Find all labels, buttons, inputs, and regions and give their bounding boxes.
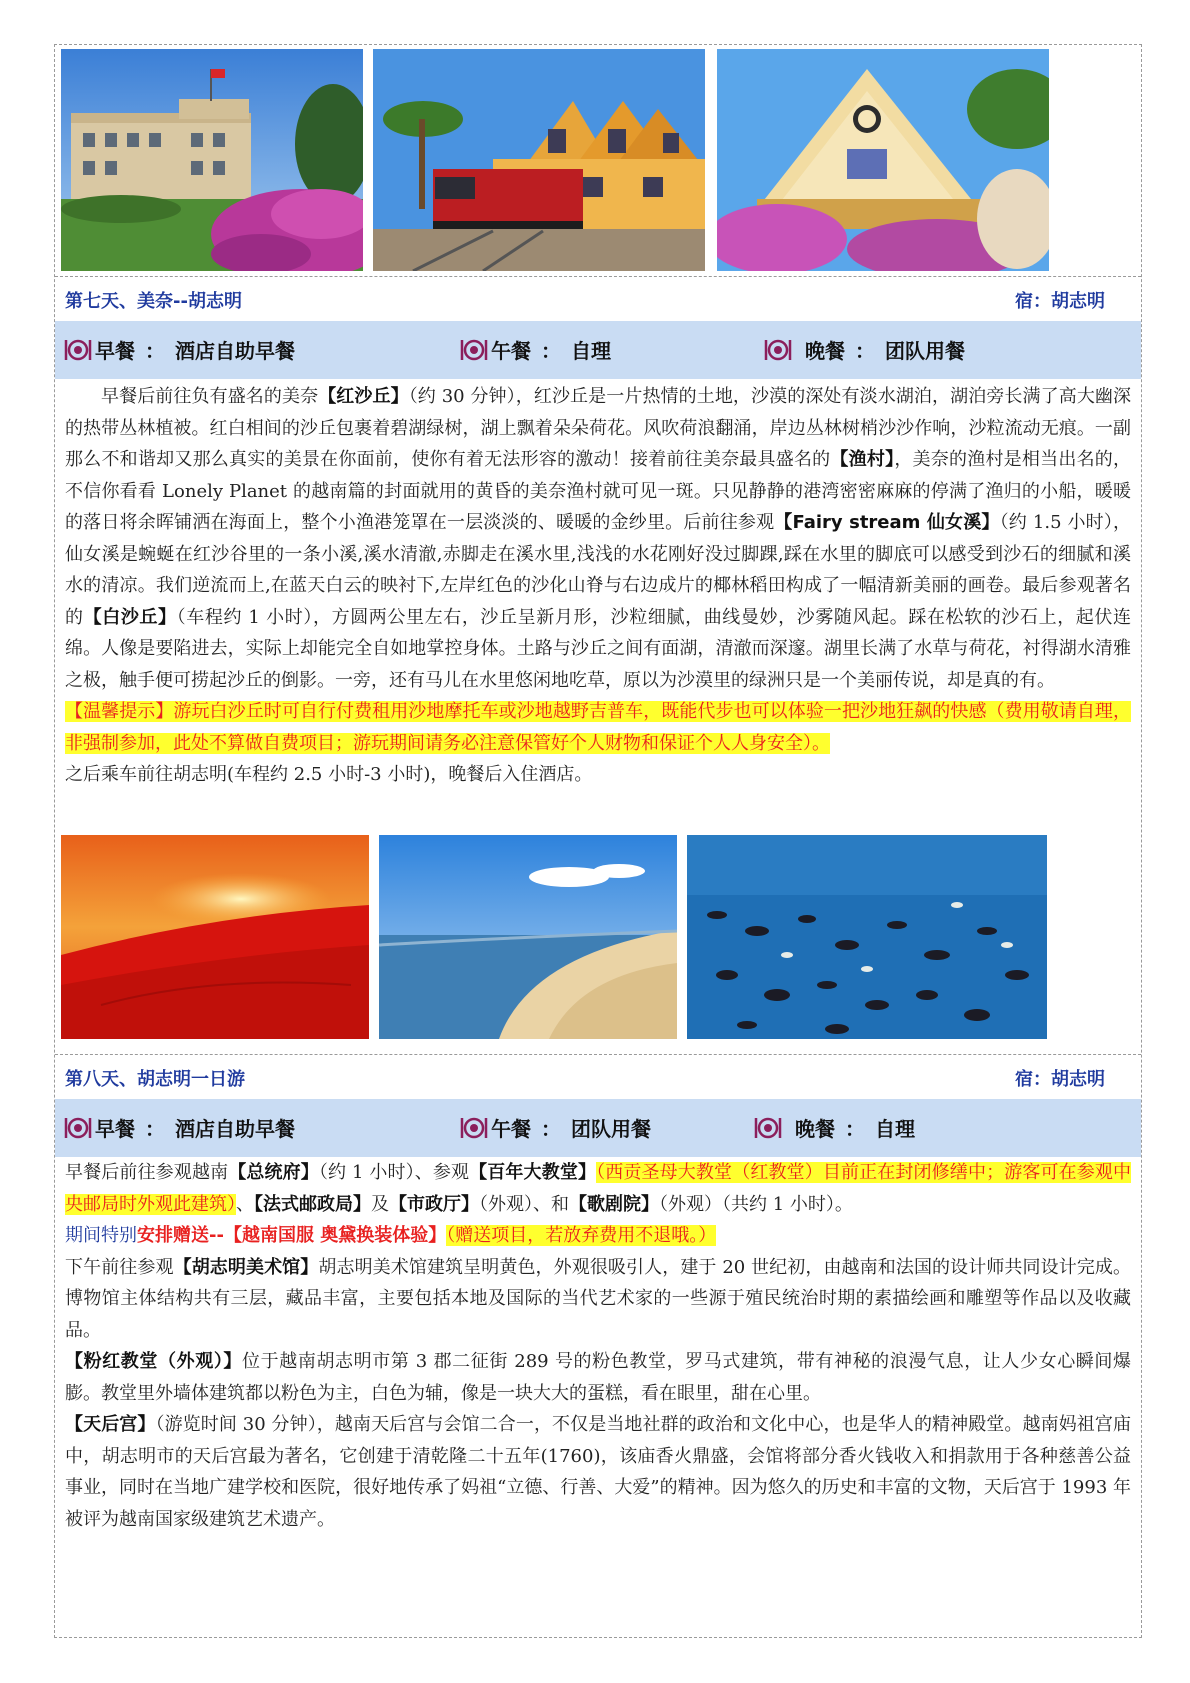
text-span: 及 (371, 1193, 389, 1215)
text-span: （外观）（共约 1 小时）。 (659, 1193, 853, 1215)
dinner-item (753, 1113, 915, 1142)
day7-header (55, 277, 1141, 323)
lunch-sep: ： (541, 1117, 561, 1141)
highlight-red-dune: 【红沙丘】 (318, 386, 409, 407)
day8-description (65, 1157, 1131, 1535)
highlight-opera-house: 【歌剧院】 (569, 1193, 659, 1215)
plate-fork-knife-icon (63, 1115, 93, 1141)
text-span: 位于越南胡志明市第 3 郡二征街 289 号的粉色教堂，罗马式建筑，带有神秘的浪漫气息，让人少女心瞬间爆膨。教堂里外墙体建筑都以粉色为主，白色为辅，像是一块大大的蛋糕，看在眼里，甜在心里。 (65, 1351, 1132, 1404)
highlight-fine-arts-museum: 【胡志明美术馆】 (173, 1256, 319, 1278)
dinner-value: 团队用餐 (885, 339, 965, 363)
day7-meal-bar (55, 321, 1141, 379)
text-span: 、 (236, 1193, 254, 1215)
lunch-value: 自理 (571, 339, 611, 363)
dinner-label: 晚餐 (805, 339, 845, 363)
gift-notice: （赠送项目，若放弃费用不退哦。） (446, 1225, 717, 1246)
white-sand-dune-photo (379, 835, 677, 1039)
day8-paragraph-2 (65, 1220, 1131, 1252)
text-span: 期间特别 (65, 1225, 137, 1246)
highlight-pink-church: 【粉红教堂（外观）】 (65, 1351, 243, 1372)
dinner-sep: ： (855, 339, 875, 363)
breakfast-label: 早餐 (95, 1117, 135, 1141)
text-span: （外观）、和 (479, 1193, 569, 1215)
plate-fork-knife-icon (763, 337, 793, 363)
day7-title: 第七天、美奈--胡志明 (65, 291, 242, 312)
text-span: 早餐后前往负有盛名的美奈 (101, 386, 319, 407)
text-span: （游览时间 30 分钟），越南天后宫与会馆二合一，不仅是当地社群的政治和文化中心，也是华人的精神殿堂。越南妈祖宫庙中，胡志明市的天后宫最为著名，它创建于清乾隆二十五年(1760)，该庙香火鼎盛，会馆将部分香火钱收入和捐款用于各种慈善公益事业，同时在当地广建学校和医院，很好地传承了妈祖“立德、行善、大爱”的精神。因为悠久的历史和丰富的文物，天后宫于 1993 年被评为越南国家级建筑艺术遗产。 (65, 1414, 1132, 1530)
highlight-thien-hau-temple: 【天后宫】 (65, 1414, 156, 1435)
day8-paragraph-4 (65, 1346, 1131, 1409)
text-span: （约 1.5 小时），仙女溪是蜿蜒在红沙谷里的一条小溪,溪水清澈,赤脚走在溪水里,浅浅的水花刚好没过脚踝,踩在水里的脚底可以感受到沙石的细腻和溪水的清凉。我们逆流而上,在蓝天白云的映衬下,左岸红色的沙化山脊与右边成片的椰林稻田构成了一幅清新美丽的画卷。最后参观著名的 (65, 512, 1132, 628)
highlight-fishing-village: 【渔村】 (830, 449, 895, 470)
day8-paragraph-1 (65, 1157, 1131, 1220)
lunch-item (459, 1113, 651, 1142)
itinerary-page (54, 44, 1142, 1638)
breakfast-item (63, 335, 295, 364)
breakfast-value: 酒店自助早餐 (175, 339, 295, 363)
day7-stay: 宿：胡志明 (1015, 291, 1105, 312)
day8-meal-bar (55, 1099, 1141, 1157)
day8-title: 第八天、胡志明一日游 (65, 1069, 245, 1090)
dinner-label: 晚餐 (795, 1117, 835, 1141)
text-span: （车程约 1 小时），方圆两公里左右，沙丘呈新月形，沙粒细腻，曲线曼妙，沙雾随风起。踩在松软的沙石上，起伏连绵。人像是要陷进去，实际上却能完全自如地掌控身体。土路与沙丘之间有面湖，清澈而深邃。湖里长满了水草与荷花，衬得湖水清雅之极，触手便可捞起沙丘的倒影。一旁，还有马儿在水里悠闲地吃草，原以为沙漠里的绿洲只是一个美丽传说，却是真的有。 (65, 606, 1132, 691)
highlight-white-dune: 【白沙丘】 (83, 606, 177, 628)
warm-tip: 【温馨提示】游玩白沙丘时可自行付费租用沙地摩托车或沙地越野吉普车，既能代步也可以体验一把沙地狂飙的快感（费用敬请自理，非强制参加，此处不算做自费项目；游玩期间请务必注意保管好个人财物和保证个人人身安全）。 (65, 701, 1131, 754)
lunch-label: 午餐 (491, 1117, 531, 1141)
breakfast-sep: ： (145, 339, 165, 363)
lunch-sep: ： (541, 339, 561, 363)
day8-stay: 宿：胡志明 (1015, 1069, 1105, 1090)
breakfast-item (63, 1113, 295, 1142)
fishing-village-photo (687, 835, 1047, 1039)
text-span: ，美奈的渔村是相当出名的，不信你看看 Lonely Planet 的越南篇的封面就用的黄昏的美奈渔村就可见一斑。只见静静的港湾密密麻麻的停满了渔归的小船，暖暖的落日将余晖铺洒在海面上，整个小渔港笼罩在一层淡淡的、暖暖的金纱里。后前往参观 (65, 449, 1132, 533)
text-span: 早餐后前往参观越南 (65, 1162, 229, 1183)
day7-paragraph (65, 381, 1131, 696)
highlight-post-office: 【法式邮政局】 (254, 1193, 371, 1215)
text-span: （约 30 分钟），红沙丘是一片热情的土地，沙漠的深处有淡水湖泊，湖泊旁长满了高大幽深的热带丛林植被。红白相间的沙丘包裹着碧湖绿树，湖上飘着朵朵荷花。风吹荷浪翻涌，岸边丛林树梢沙沙作响，沙粒流动无痕。一副那么不和谐却又那么真实的美景在你面前，使你有着无法形容的激动！接着前往美奈最具盛名的 (65, 386, 1132, 470)
crazy-house-photo (717, 49, 1049, 271)
highlight-presidential-palace: 【总统府】 (228, 1162, 319, 1183)
day7-tip (65, 696, 1131, 759)
text-span: （约 1 小时）、参观 (318, 1162, 470, 1183)
cathedral-notice: （西贡圣母大教堂（红教堂）目前正在封闭修缮中；游客可在参观中央邮局时外观此建筑） (65, 1162, 1132, 1215)
ao-dai-gift: 安排赠送--【越南国服 奥黛换装体验】 (137, 1225, 447, 1246)
text-span: 胡志明美术馆建筑呈明黄色，外观很吸引人，建于 20 世纪初，由越南和法国的设计师共同设计完成。博物馆主体结构共有三层，藏品丰富，主要包括本地及国际的当代艺术家的一些源于殖民统治时期的素描绘画和雕塑等作品以及收藏品。 (65, 1256, 1132, 1341)
breakfast-value: 酒店自助早餐 (175, 1117, 295, 1141)
highlight-fairy-stream: 【Fairy stream 仙女溪】 (774, 512, 1000, 533)
highlight-city-hall: 【市政厅】 (389, 1193, 479, 1215)
day8-paragraph-5 (65, 1409, 1131, 1535)
plate-fork-knife-icon (459, 337, 489, 363)
day7-after: 之后乘车前往胡志明(车程约 2.5 小时-3 小时)，晚餐后入住酒店。 (65, 764, 593, 785)
text-span: 下午前往参观 (65, 1256, 174, 1278)
dinner-value: 自理 (875, 1117, 915, 1141)
lunch-item (459, 335, 611, 364)
breakfast-sep: ： (145, 1117, 165, 1141)
palace-photo (61, 49, 363, 271)
day8-header (55, 1055, 1141, 1101)
day7-description (65, 381, 1131, 791)
dinner-item (763, 335, 965, 364)
plate-fork-knife-icon (459, 1115, 489, 1141)
breakfast-label: 早餐 (95, 339, 135, 363)
highlight-cathedral: 【百年大教堂】 (469, 1162, 597, 1183)
dinner-sep: ： (845, 1117, 865, 1141)
train-station-photo (373, 49, 705, 271)
plate-fork-knife-icon (63, 337, 93, 363)
day8-paragraph-3 (65, 1252, 1131, 1347)
lunch-value: 团队用餐 (571, 1117, 651, 1141)
red-sand-dune-photo (61, 835, 369, 1039)
lunch-label: 午餐 (491, 339, 531, 363)
plate-fork-knife-icon (753, 1115, 783, 1141)
